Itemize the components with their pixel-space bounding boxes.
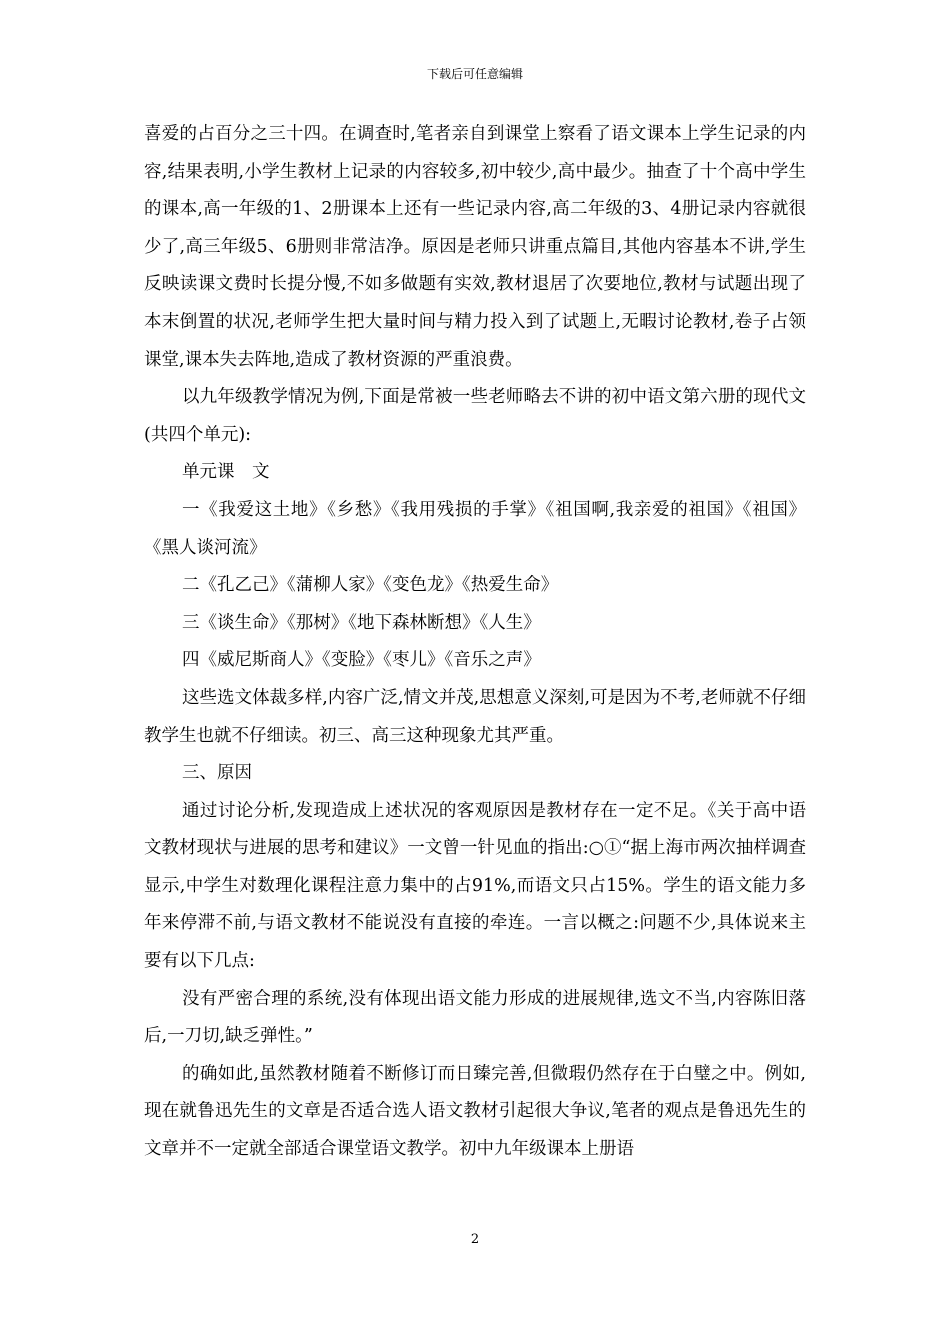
section-heading: 三、原因: [182, 763, 252, 784]
page-header: 下载后可任意编辑: [426, 67, 523, 81]
paragraph: 喜爱的占百分之三十四。在调查时,笔者亲自到课堂上察看了语文课本上学生记录的内容,结果表明,小学生教材上记录的内容较多,初中较少,高中最少。抽查了十个高中学生的课本,高一年级的1、2册课本上还有一些记录内容,高二年级的3、4册记录内容就很少了,高三年级5、6册则非常洁净。原因是老师只讲重点篇目,其他内容基本不讲,学生反映读课文费时长提分慢,不如多做题有实效,教材退居了次要地位,教材与试题出现了本末倒置的状况,老师学生把大量时间与精力投入到了试题上,无暇讨论教材,卷子占领课堂,课本失去阵地,造成了教材资源的严重浪费。: [144, 124, 806, 370]
document-body: [144, 116, 806, 1169]
page-number: 2: [470, 1232, 480, 1247]
unit-line: 四《威尼斯商人》《变脸》《枣儿》《音乐之声》: [182, 650, 541, 671]
paragraph: 的确如此,虽然教材随着不断修订而日臻完善,但微瑕仍然存在于白璧之中。例如,现在就鲁迅先生的文章是否适合选人语文教材引起很大争议,笔者的观点是鲁迅先生的文章并不一定就全部适合课堂语文教学。初中九年级课本上册语: [144, 1063, 806, 1160]
paragraph: 这些选文体裁多样,内容广泛,情文并茂,思想意义深刻,可是因为不考,老师就不仔细教学生也就不仔细读。初三、高三这种现象尤其严重。: [144, 687, 806, 746]
table-header-line: 单元课 文: [182, 462, 270, 483]
unit-line: 二《孔乙己》《蒲柳人家》《变色龙》《热爱生命》: [182, 575, 559, 596]
unit-line: 三《谈生命》《那树》《地下森林断想》《人生》: [182, 612, 541, 633]
paragraph: 通过讨论分析,发现造成上述状况的客观原因是教材存在一定不足。《关于高中语文教材现状与进展的思考和建议》一文曾一针见血的指出:○①“据上海市两次抽样调查显示,中学生对数理化课程注意力集中的占91%,而语文只占15%。学生的语文能力多年来停滞不前,与语文教材不能说没有直接的牵连。一言以概之:问题不少,具体说来主要有以下几点:: [144, 800, 806, 972]
paragraph: 没有严密合理的系统,没有体现出语文能力形成的进展规律,选文不当,内容陈旧落后,一刀切,缺乏弹性。”: [144, 988, 806, 1047]
paragraph: 以九年级教学情况为例,下面是常被一些老师略去不讲的初中语文第六册的现代文(共四个单元):: [144, 387, 806, 445]
unit-line: 一《我爱这土地》《乡愁》《我用残损的手掌》《祖国啊,我亲爱的祖国》《祖国》《黑人谈河流》: [144, 499, 806, 558]
